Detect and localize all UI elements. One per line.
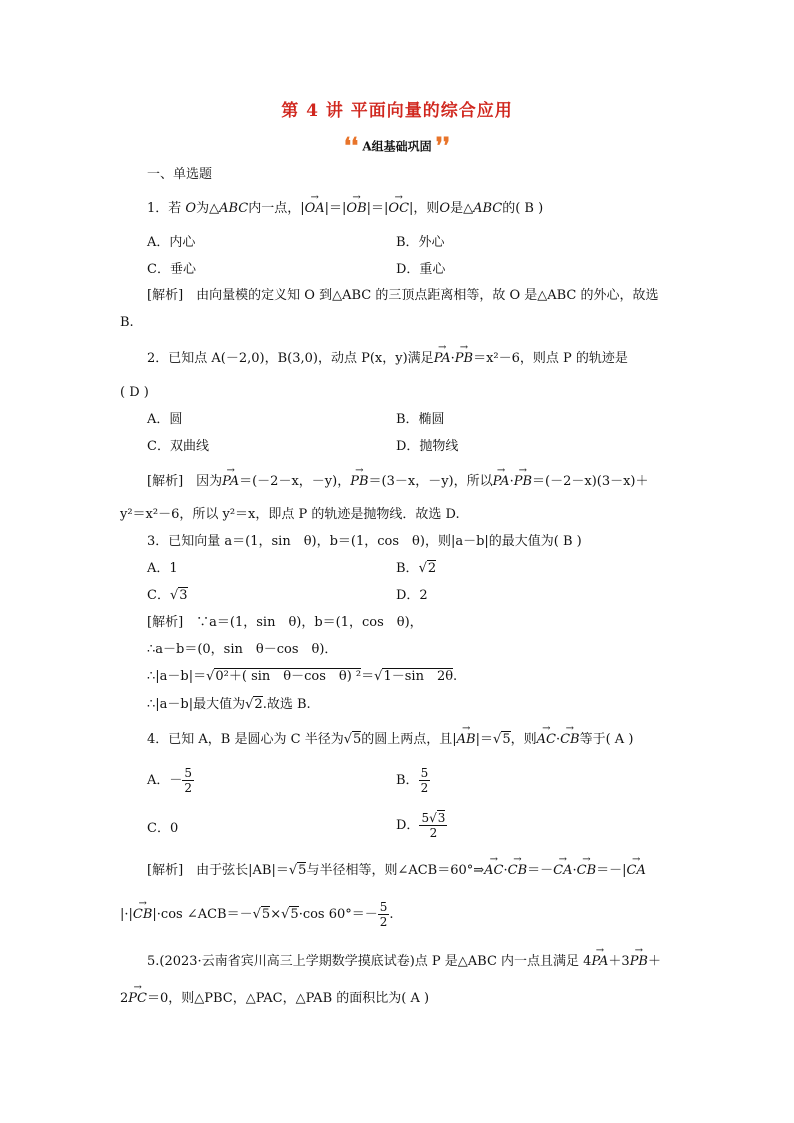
q4-option-d: D． $\frac{5√3}{2}$ <box>396 811 446 840</box>
q2-option-a: A．圆 <box>147 412 183 427</box>
page-title: 第 4 讲 平面向量的综合应用 <box>281 101 513 121</box>
q2-option-b: B．椭圆 <box>396 412 445 427</box>
q2-solution-line1: [解析] 因为→ PA＝(－2－x，－y)，→ PB＝(3－x，－y)，所以→ PA·→ PB＝(－2－x)(3－x)＋ <box>147 473 649 491</box>
q1-option-a: A．内心 <box>147 235 196 250</box>
q1-solution-line2: B. <box>120 315 134 330</box>
q3-option-d: D．2 <box>396 588 428 603</box>
section-heading: 一、单选题 <box>147 167 213 182</box>
q3-option-b: B．√2 <box>396 561 437 576</box>
q3-solution-line1: [解析] ∵a＝(1，sin θ)，b＝(1，cos θ)， <box>147 615 423 630</box>
q1-stem: 1．若 O为△ABC内一点，|→ OA|＝|→ OB|＝|→ OC|，则O是△ABC的( B ) <box>147 200 543 218</box>
left-quote-icon: ❛❛ <box>344 133 359 159</box>
q1-solution-line1: [解析] 由向量模的定义知 O 到△ABC 的三顶点距离相等，故 O 是△ABC 的外心，故选 <box>147 288 659 303</box>
q3-option-a: A．1 <box>147 561 178 576</box>
q2-option-d: D．抛物线 <box>396 439 459 454</box>
q2-option-c: C．双曲线 <box>147 439 209 454</box>
q4-option-b: B． $\frac{5}{2}$ <box>396 766 429 795</box>
group-banner <box>0 133 794 159</box>
q4-solution-line1: [解析] 由于弦长|AB|＝√5与半径相等，则∠ACB＝60°⇒→ AC·→ CB＝－→ CA·→ CB＝－|→ CA <box>147 862 646 880</box>
q1-option-d: D．重心 <box>396 262 446 277</box>
q1-option-c: C．垂心 <box>147 262 196 277</box>
q3-solution-line3: ∴|a－b|＝√0²＋( sin θ－cos θ) ²＝√1－sin 2θ. <box>147 669 458 684</box>
q2-stem-line2: ( D ) <box>120 385 149 400</box>
q5-stem-line1: 5.(2023·云南省宾川高三上学期数学摸底试卷)点 P 是△ABC 内一点且满足 4→ PA＋3→ PB＋ <box>147 953 661 971</box>
q4-solution-line2: |·|→ CB|·cos ∠ACB＝－√5×√5·cos 60°＝－ $\frac{5}{2}$ . <box>120 900 394 929</box>
q4-option-a: A．－ $\frac{5}{2}$ <box>147 766 193 795</box>
q3-option-c: C．√3 <box>147 588 188 603</box>
q2-solution-line2: y²＝x²－6，所以 y²＝x，即点 P 的轨迹是抛物线．故选 D. <box>120 507 460 522</box>
q3-stem: 3．已知向量 a＝(1，sin θ)，b＝(1，cos θ)，则|a－b|的最大值为( B ) <box>147 534 582 549</box>
q3-solution-line2: ∴a－b＝(0，sin θ－cos θ)． <box>147 642 338 657</box>
group-label: A组基础巩固 <box>362 139 432 154</box>
q3-solution-line4: ∴|a－b|最大值为√2.故选 B. <box>147 697 311 712</box>
q4-option-c: C．0 <box>147 821 179 836</box>
q4-stem: 4．已知 A，B 是圆心为 C 半径为√5的圆上两点，且|→ AB|＝√5，则→ AC·→ CB等于( A ) <box>147 731 633 749</box>
q5-stem-line2: 2→ PC＝0，则△PBC，△PAC，△PAB 的面积比为( A ) <box>120 990 429 1008</box>
q2-stem-line1: 2．已知点 A(－2,0)，B(3,0)，动点 P(x，y)满足→ PA·→ PB＝x²－6，则点 P 的轨迹是 <box>147 350 628 368</box>
q1-option-b: B．外心 <box>396 235 445 250</box>
right-quote-icon: ❜❜ <box>435 133 450 159</box>
